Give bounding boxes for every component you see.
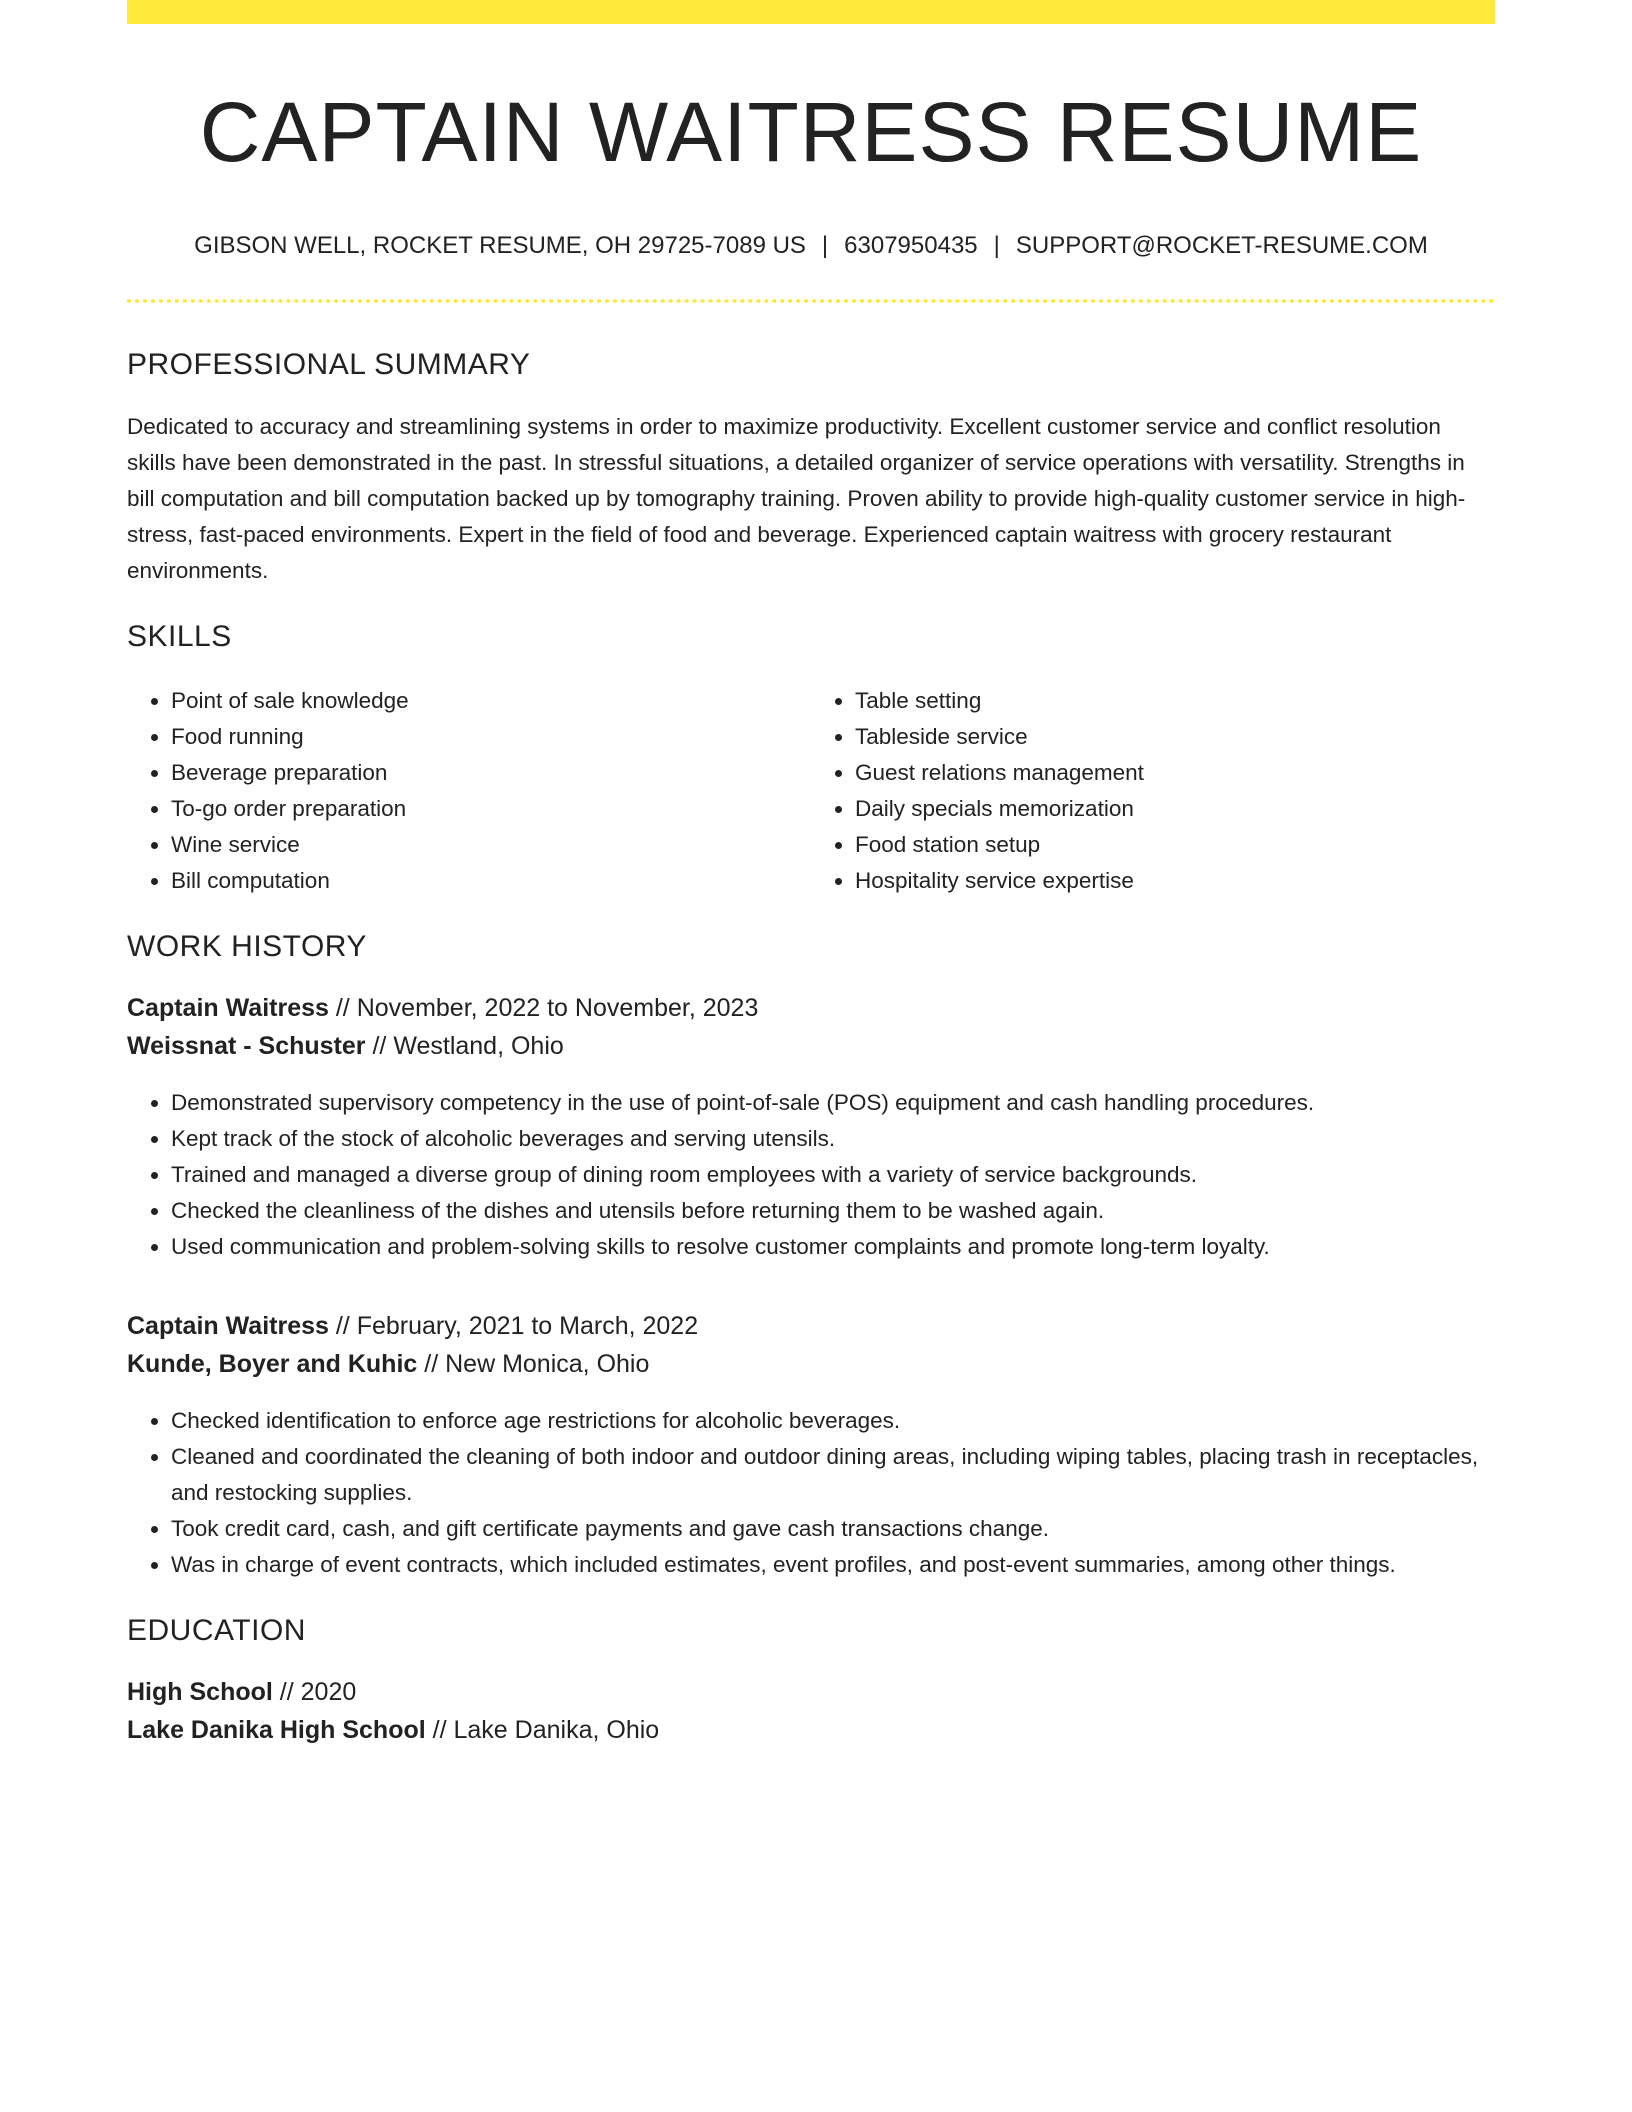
skill-item: • Tableside service (855, 719, 1495, 755)
contact-email: SUPPORT@ROCKET-RESUME.COM (1015, 232, 1428, 260)
skill-item: • Food running (171, 719, 811, 755)
job-bullets (127, 1403, 1495, 1583)
summary-heading: PROFESSIONAL SUMMARY (127, 348, 531, 382)
resume-title: CAPTAIN WAITRESS RESUME (199, 85, 1423, 179)
skill-item: • Hospitality service expertise (855, 863, 1495, 899)
skill-item: • Food station setup (855, 827, 1495, 863)
accent-top-bar (127, 0, 1495, 24)
skills-column-right (811, 683, 1495, 899)
contact-address: GIBSON WELL, ROCKET RESUME, OH 29725-7089 US (194, 232, 806, 260)
slash-separator: // (335, 994, 350, 1023)
job-bullet: • Demonstrated supervisory competency in the use of point-of-sale (POS) equipment and cash handling procedures. (171, 1085, 1495, 1121)
job-title-line (127, 989, 1495, 1027)
job-company-line (127, 1027, 1495, 1065)
job-bullet: • Took credit card, cash, and gift certificate payments and gave cash transactions change. (171, 1511, 1495, 1547)
contact-phone: 6307950435 (844, 232, 978, 260)
skill-item: • Beverage preparation (171, 755, 811, 791)
slash-separator: // (432, 1716, 447, 1745)
job-title: Captain Waitress (127, 1312, 329, 1341)
job-dates: February, 2021 to March, 2022 (356, 1312, 699, 1341)
job-bullet: • Kept track of the stock of alcoholic beverages and serving utensils. (171, 1121, 1495, 1157)
skill-item: • Bill computation (171, 863, 811, 899)
job-bullet: • Trained and managed a diverse group of dining room employees with a variety of service backgrounds. (171, 1157, 1495, 1193)
education-degree-line (127, 1673, 1495, 1711)
contact-separator: | (821, 232, 829, 260)
summary-text: Dedicated to accuracy and streamlining systems in order to maximize productivity. Excellent customer service and conflict resolution skills have been demonstrated in the past. In stressful situations, a detailed organizer of service operations with versatility. Strengths in bill computation and bill computation backed up by tomography training. Proven ability to provide high-quality customer service in high-stress, fast-paced environments. Expert in the field of food and beverage. Experienced captain waitress with grocery restaurant environments. (127, 414, 1466, 584)
job-company-line (127, 1345, 1495, 1383)
job-bullet: • Cleaned and coordinated the cleaning of both indoor and outdoor dining areas, including wiping tables, placing trash in receptacles, and restocking supplies. (171, 1439, 1495, 1511)
skills-column-left (127, 683, 811, 899)
skill-item: • Daily specials memorization (855, 791, 1495, 827)
slash-separator: // (279, 1678, 294, 1707)
education-year: 2020 (300, 1678, 357, 1707)
work-history-heading: WORK HISTORY (127, 930, 367, 964)
job-bullets (127, 1085, 1495, 1265)
education-degree: High School (127, 1678, 273, 1707)
job-bullet: • Checked identification to enforce age restrictions for alcoholic beverages. (171, 1403, 1495, 1439)
job-dates: November, 2022 to November, 2023 (356, 994, 759, 1023)
job-company: Weissnat - Schuster (127, 1032, 366, 1061)
slash-separator: // (372, 1032, 387, 1061)
skill-item: • Wine service (171, 827, 811, 863)
education-school-line (127, 1711, 1495, 1749)
contact-separator: | (993, 232, 1000, 260)
skill-item: • Point of sale knowledge (171, 683, 811, 719)
skill-item: • To-go order preparation (171, 791, 811, 827)
slash-separator: // (335, 1312, 350, 1341)
job-location: Westland, Ohio (393, 1032, 564, 1061)
job-entry (127, 989, 1495, 1265)
job-title: Captain Waitress (127, 994, 329, 1023)
job-bullet: • Used communication and problem-solving skills to resolve customer complaints and promote long-term loyalty. (171, 1229, 1495, 1265)
education-entry (127, 1673, 1495, 1749)
skills-list (127, 683, 1495, 899)
education-location: Lake Danika, Ohio (453, 1716, 660, 1745)
job-bullet: • Checked the cleanliness of the dishes and utensils before returning them to be washed again. (171, 1193, 1495, 1229)
job-title-line (127, 1307, 1495, 1345)
job-entry (127, 1307, 1495, 1583)
job-bullet: • Was in charge of event contracts, which included estimates, event profiles, and post-event summaries, among other things. (171, 1547, 1495, 1583)
education-school: Lake Danika High School (127, 1716, 426, 1745)
resume-page (127, 0, 1495, 1749)
job-company: Kunde, Boyer and Kuhic (127, 1350, 418, 1379)
dotted-divider (127, 299, 1495, 303)
job-location: New Monica, Ohio (445, 1350, 650, 1379)
education-heading: EDUCATION (127, 1614, 306, 1648)
slash-separator: // (424, 1350, 439, 1379)
skill-item: • Table setting (855, 683, 1495, 719)
contact-line (127, 232, 1495, 261)
skills-heading: SKILLS (127, 620, 232, 654)
skill-item: • Guest relations management (855, 755, 1495, 791)
